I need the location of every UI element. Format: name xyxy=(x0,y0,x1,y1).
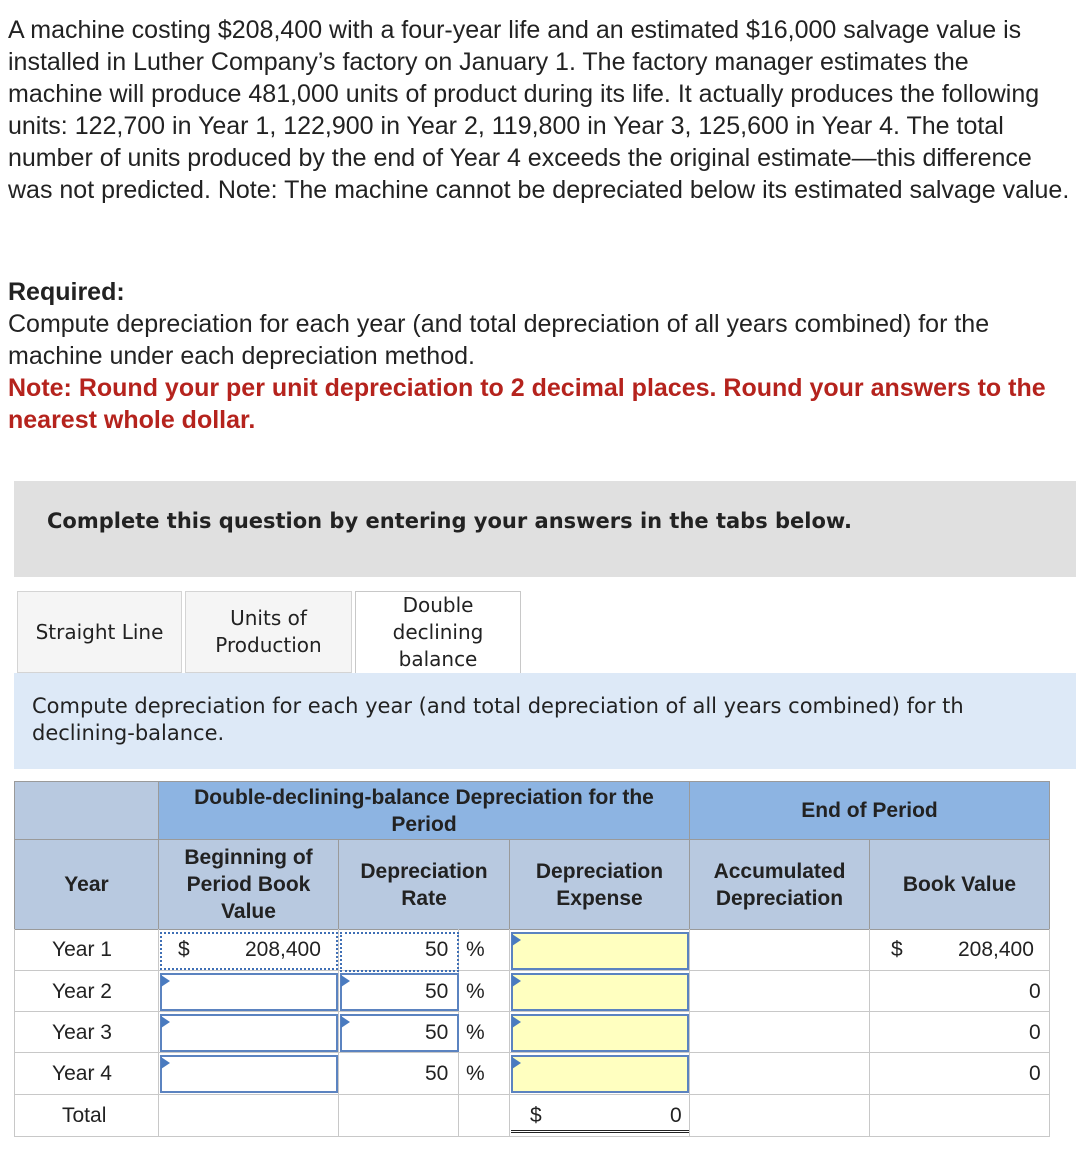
header-blank xyxy=(14,781,159,840)
depreciation-expense-input[interactable] xyxy=(511,932,689,970)
column-header-accumulated xyxy=(689,839,870,930)
instruction-line-2: declining-balance. xyxy=(32,721,225,745)
currency-sign: $ xyxy=(178,938,190,961)
book-value: 0 xyxy=(1029,1021,1041,1044)
tab-units-of-production[interactable] xyxy=(185,591,352,673)
column-header-beginning-text: Beginning of Period Book Value xyxy=(184,846,313,923)
instruction-line-1: Compute depreciation for each year (and total depreciation of all years combined) for th xyxy=(32,694,964,718)
beginning-value-input[interactable] xyxy=(160,973,338,1011)
column-header-rate-text: Depreciation Rate xyxy=(360,859,488,910)
column-header-beginning xyxy=(158,839,339,930)
year-label: Year 4 xyxy=(52,1062,112,1085)
header-end-text: End of Period xyxy=(801,799,938,822)
depreciation-expense-input[interactable] xyxy=(511,1055,689,1093)
percent-sign: % xyxy=(466,980,485,1003)
book-value: 208,400 xyxy=(958,938,1034,961)
total-depreciation-value: 0 xyxy=(670,1104,682,1127)
tab-straight-line[interactable] xyxy=(17,591,182,673)
instructions-banner xyxy=(14,481,1076,577)
rate-value: 50 xyxy=(425,1021,449,1044)
required-heading: Required: xyxy=(8,278,125,306)
rate-value: 50 xyxy=(425,980,449,1003)
percent-sign: % xyxy=(466,1062,485,1085)
rate-value: 50 xyxy=(425,938,449,961)
input-marker-icon xyxy=(161,1057,170,1069)
input-marker-icon xyxy=(512,934,521,946)
column-header-accumulated-text: Accumulated Depreciation xyxy=(713,859,846,910)
rounding-note: Note: Round your per unit depreciation to 2 decimal places. Round your answers to the nearest whole dollar. xyxy=(8,374,1046,434)
required-text: Compute depreciation for each year (and total depreciation of all years combined) for the machine under each depreciation method. xyxy=(8,310,990,370)
total-label: Total xyxy=(62,1104,107,1127)
year-label: Year 2 xyxy=(52,980,112,1003)
tab-label: Straight Line xyxy=(35,619,164,644)
tab-instruction xyxy=(14,673,1076,769)
percent-sign: % xyxy=(466,1021,485,1044)
header-end-group xyxy=(689,781,1050,840)
tab-label: Units of Production xyxy=(215,606,322,657)
column-header-expense xyxy=(509,839,690,930)
book-value: 0 xyxy=(1029,980,1041,1003)
column-header-year xyxy=(14,839,159,930)
beginning-value-input[interactable] xyxy=(160,1014,338,1052)
input-marker-icon xyxy=(161,975,170,987)
column-header-rate xyxy=(338,839,510,930)
currency-sign: $ xyxy=(891,938,903,961)
rate-value: 50 xyxy=(425,1062,449,1085)
column-header-year-text: Year xyxy=(64,873,109,896)
column-header-expense-text: Depreciation Expense xyxy=(535,859,664,910)
input-marker-icon xyxy=(512,1057,521,1069)
input-marker-icon xyxy=(341,975,350,987)
year-label: Year 1 xyxy=(52,938,112,961)
beginning-value-input[interactable] xyxy=(160,1055,338,1093)
year-label: Year 3 xyxy=(52,1021,112,1044)
input-marker-icon xyxy=(512,1016,521,1028)
depreciation-expense-input[interactable] xyxy=(511,1014,689,1052)
column-header-book-text: Book Value xyxy=(902,873,1017,896)
input-marker-icon xyxy=(161,1016,170,1028)
tab-label: Double declining balance xyxy=(392,593,484,671)
book-value: 0 xyxy=(1029,1062,1041,1085)
column-header-book xyxy=(869,839,1050,930)
input-marker-icon xyxy=(512,975,521,987)
header-period-group xyxy=(158,781,690,840)
tab-double-declining-balance[interactable] xyxy=(355,591,521,673)
problem-statement: A machine costing $208,400 with a four-year life and an estimated $16,000 salvage value is installed in Luther Company’s factory on January 1. The factory manager estimates the machine will produce 481,000 units of product during its life. It actually produces the following units: 122,700 in Year 1, 122,900 in Year 2, 119,800 in Year 3, 125,600 in Year 4. The total number of units produced by the end of Year 4 exceeds the original estimate—this difference was not predicted. Note: The machine cannot be depreciated below its estimated salvage value. xyxy=(8,16,1070,204)
beginning-value: 208,400 xyxy=(245,938,321,961)
banner-text: Complete this question by entering your answers in the tabs below. xyxy=(47,509,852,533)
currency-sign: $ xyxy=(530,1104,542,1127)
input-marker-icon xyxy=(341,1016,350,1028)
header-period-text: Double-declining-balance Depreciation for the Period xyxy=(194,785,654,836)
percent-sign: % xyxy=(466,938,485,961)
double-underline xyxy=(511,1130,689,1133)
depreciation-expense-input[interactable] xyxy=(511,973,689,1011)
